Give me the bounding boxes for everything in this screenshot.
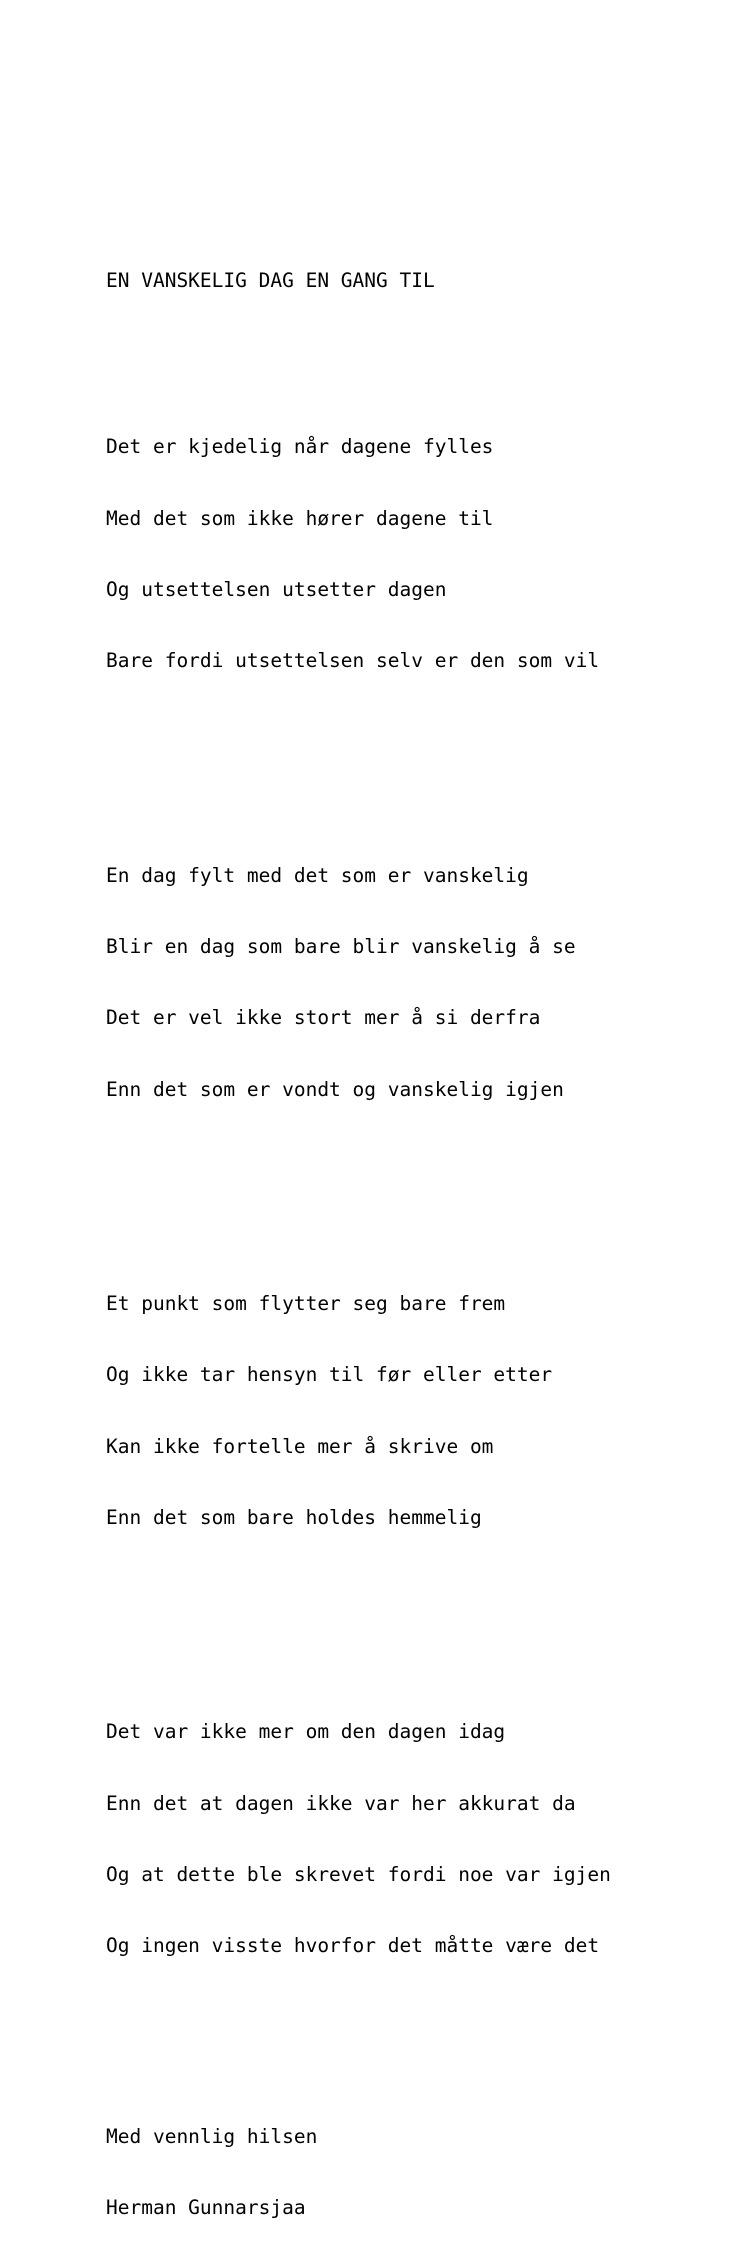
poem-line: Enn det som er vondt og vanskelig igjen [106, 1077, 564, 1101]
stanza-3 [106, 1244, 706, 1577]
poem-title: EN VANSKELIG DAG EN GANG TIL [106, 268, 435, 292]
poem-line: Med det som ikke hører dagene til [106, 506, 494, 530]
stanza-1 [106, 388, 706, 721]
poem-line: Blir en dag som bare blir vanskelig å se [106, 934, 576, 958]
poem-line: Kan ikke fortelle mer å skrive om [106, 1434, 494, 1458]
poem-line: Det var ikke mer om den dagen idag [106, 1720, 506, 1744]
poem-line: Det er kjedelig når dagene fylles [106, 435, 494, 459]
stanza-4 [106, 1673, 706, 2006]
poem-line: Og utsettelsen utsetter dagen [106, 577, 447, 601]
poem-line: Det er vel ikke stort mer å si derfra [106, 1006, 541, 1030]
poem-line: Enn det at dagen ikke var her akkurat da [106, 1791, 576, 1815]
poem-line: Enn det som bare holdes hemmelig [106, 1506, 482, 1530]
closing-salutation: Med vennlig hilsen [106, 2124, 318, 2148]
poem-line: Og ingen visste hvorfor det måtte være det [106, 1934, 600, 1958]
poem-line: En dag fylt med det som er vanskelig [106, 863, 529, 887]
author-name: Herman Gunnarsjaa [106, 2196, 306, 2220]
poem-text [106, 221, 706, 2268]
poem-line: Og ikke tar hensyn til før eller etter [106, 1363, 553, 1387]
poem-line: Et punkt som flytter seg bare frem [106, 1291, 506, 1315]
poem-line: Og at dette ble skrevet fordi noe var igjen [106, 1862, 611, 1886]
stanza-2 [106, 816, 706, 1149]
poem-line: Bare fordi utsettelsen selv er den som vil [106, 649, 600, 673]
